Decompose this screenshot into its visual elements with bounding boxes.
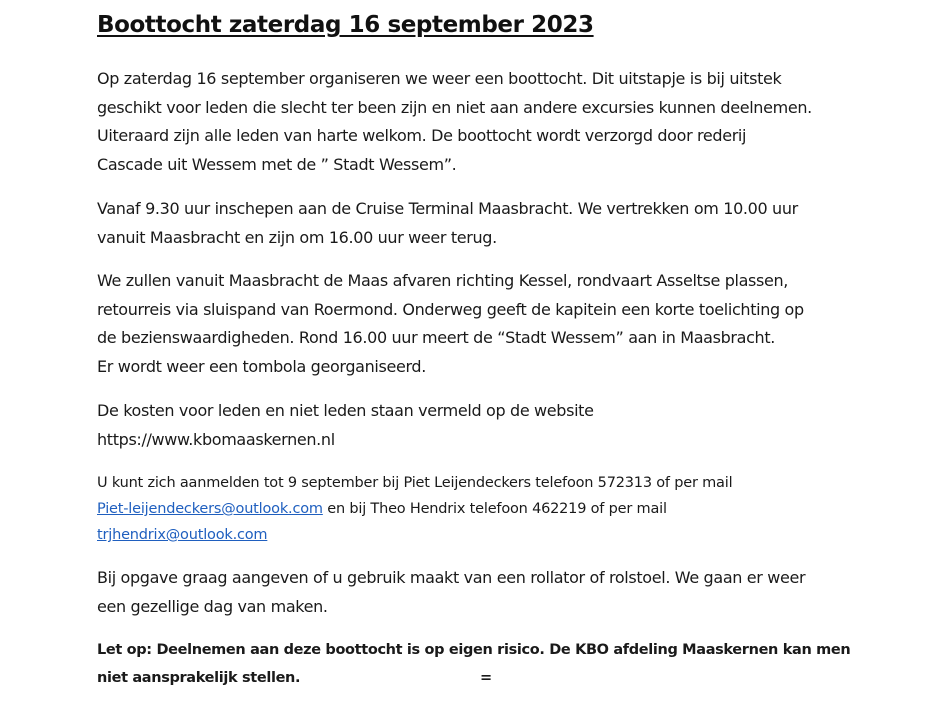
- disclaimer-paragraph: [97, 636, 850, 692]
- intro-line: Op zaterdag 16 september organiseren we weer een boottocht. Dit uitstapje is bij uitstek: [97, 69, 782, 88]
- registration-line: U kunt zich aanmelden tot 9 september bij Piet Leijendeckers telefoon 572313 of per mail: [97, 475, 733, 491]
- intro-line: Uiteraard zijn alle leden van harte welkom. De boottocht wordt verzorgd door rederij: [97, 126, 747, 145]
- registration-line-3: [97, 522, 732, 548]
- notice-line: Bij opgave graag aangeven of u gebruik maakt van een rollator of rolstoel. We gaan er weer: [97, 568, 806, 587]
- registration-paragraph: [97, 470, 732, 548]
- route-line: We zullen vanuit Maasbracht de Maas afvaren richting Kessel, rondvaart Asseltse plassen,: [97, 271, 789, 290]
- route-line: de bezienswaardigheden. Rond 16.00 uur meert de “Stadt Wessem” aan in Maasbracht.: [97, 328, 775, 347]
- website-url: https://www.kbomaaskernen.nl: [97, 429, 335, 449]
- page-title: Boottocht zaterdag 16 september 2023: [97, 12, 594, 38]
- intro-line: Cascade uit Wessem met de ” Stadt Wessem”.: [97, 154, 457, 174]
- schedule-paragraph: [97, 195, 798, 252]
- schedule-line: vanuit Maasbracht en zijn om 16.00 uur weer terug.: [97, 227, 497, 247]
- disclaimer-line: Let op: Deelnemen aan deze boottocht is op eigen risico. De KBO afdeling Maaskernen kan men: [97, 642, 851, 658]
- equals-sign: =: [480, 670, 492, 686]
- registration-text: en bij Theo Hendrix telefoon 462219 of per mail: [322, 501, 667, 517]
- intro-paragraph: [97, 65, 812, 179]
- registration-line-2: [97, 496, 732, 522]
- notice-line: een gezellige dag van maken.: [97, 596, 328, 616]
- costs-paragraph: [97, 397, 594, 454]
- email-link-piet[interactable]: Piet-leijendeckers@outlook.com: [97, 501, 323, 517]
- notice-paragraph: [97, 564, 805, 621]
- schedule-line: Vanaf 9.30 uur inschepen aan de Cruise Terminal Maasbracht. We vertrekken om 10.00 uur: [97, 199, 798, 218]
- email-link-theo[interactable]: trjhendrix@outlook.com: [97, 527, 268, 543]
- costs-line: De kosten voor leden en niet leden staan vermeld op de website: [97, 401, 594, 420]
- route-line: Er wordt weer een tombola georganiseerd.: [97, 356, 426, 376]
- disclaimer-line-2: [97, 664, 850, 692]
- route-paragraph: [97, 267, 804, 381]
- intro-line: geschikt voor leden die slecht ter been zijn en niet aan andere excursies kunnen deelnemen.: [97, 97, 812, 117]
- disclaimer-text: niet aansprakelijk stellen.: [97, 670, 301, 686]
- route-line: retourreis via sluispand van Roermond. Onderweg geeft de kapitein een korte toelichting op: [97, 299, 804, 319]
